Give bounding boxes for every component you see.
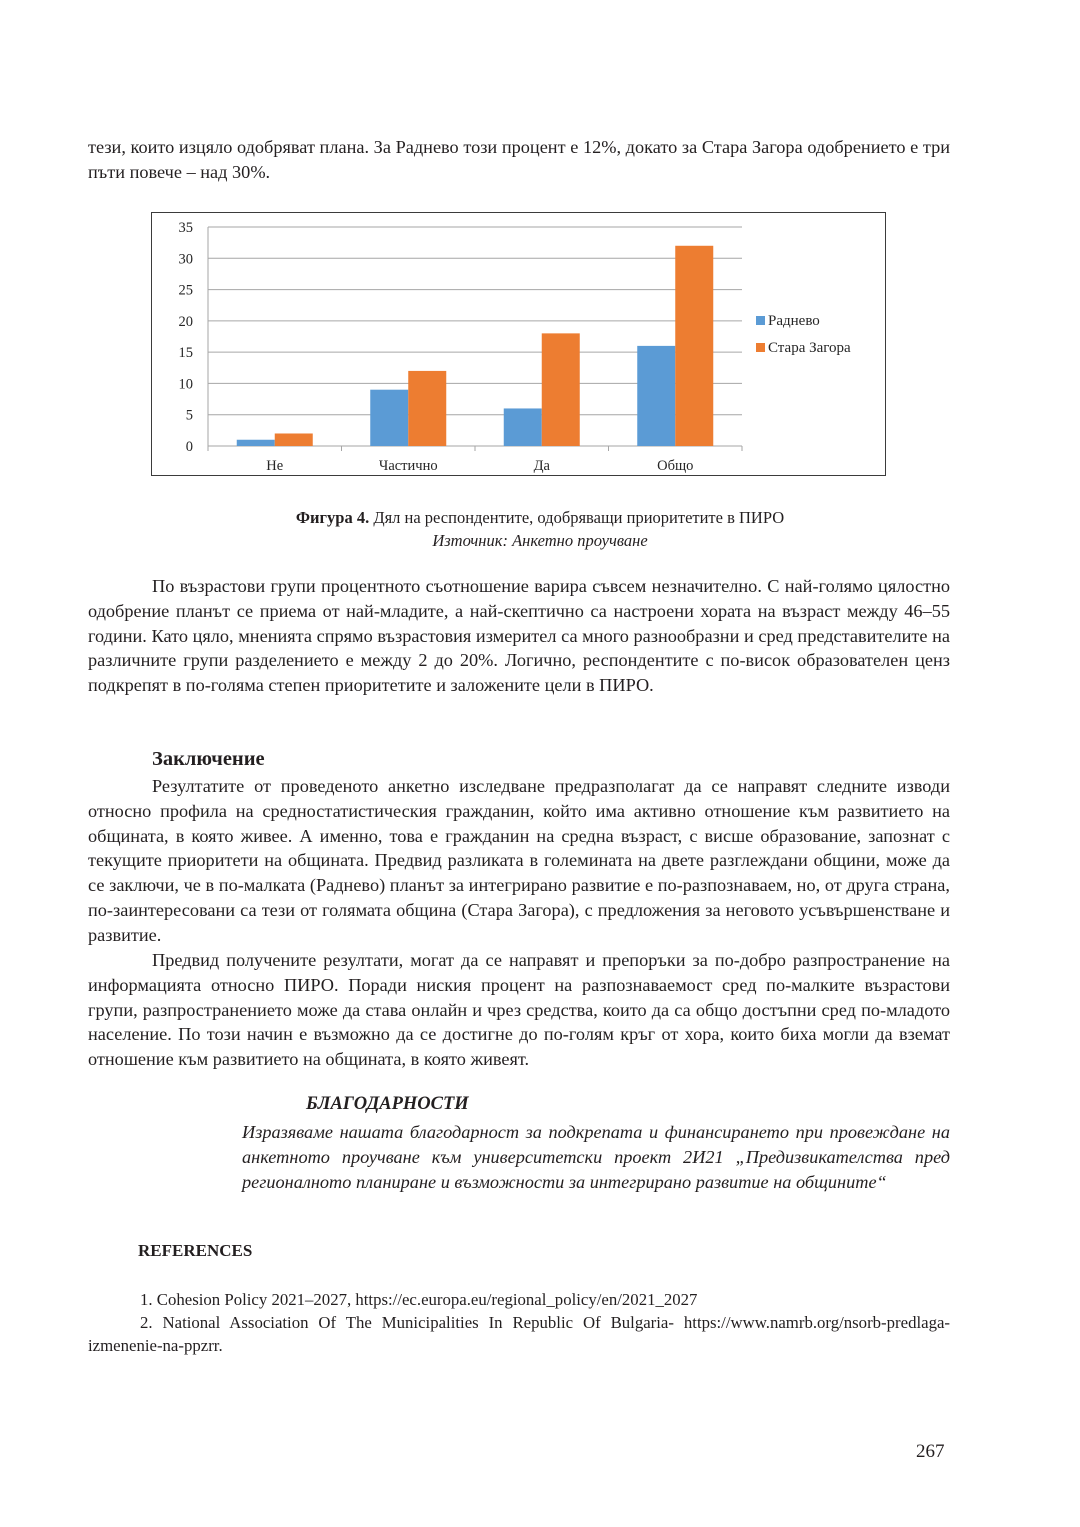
legend-label: Раднево [768,313,820,329]
bar-radnevo [370,390,408,446]
x-tick-label: Да [533,458,550,474]
y-tick-label: 5 [185,407,193,424]
reference-item-1[interactable]: 1. Cohesion Policy 2021–2027, https://ec.europa.eu/regional_policy/en/2021_2027 [140,1290,698,1309]
y-tick-label: 30 [178,251,193,268]
legend-label: Стара Загора [768,340,851,356]
figure-caption-text: Дял на респондентите, одобряващи приоритетите в ПИРО [369,508,785,527]
bar-stara-zagora [275,433,313,446]
reference-item-2[interactable]: 2. National Association Of The Municipalities In Republic Of Bulgaria- https://www.namrb.org/nsorb-predlaga-izmenenie-na-ppzrr. [88,1313,950,1355]
page-number: 267 [916,1441,945,1462]
bar-radnevo [504,408,542,446]
bar-stara-zagora [408,371,446,446]
x-tick-label: Не [266,458,284,474]
acknowledgements-text: Изразяваме нашата благодарност за подкрепата и финансирането при провеждане на анкетното проучване към университетски проект 2И21 „Предизвикателства пред регионалното планиране и възможности за интегрирано развитие на общините“ [242,1122,950,1192]
x-tick-label: Частично [378,458,438,474]
y-tick-label: 10 [178,376,193,393]
bar-radnevo [237,440,275,446]
y-tick-label: 35 [178,220,193,236]
acknowledgements-heading: БЛАГОДАРНОСТИ [306,1094,469,1114]
bar-chart [152,213,887,477]
bar-radnevo [637,346,675,446]
x-tick-label: Общо [657,458,694,474]
y-tick-label: 25 [178,282,193,299]
conclusion-paragraph-1: Резултатите от проведеното анкетно изследване предразполагат да се направят следните изводи относно профила на средностатистическия гражданин, който има активно отношение към развитието на общината, в която живее. А именно, това е гражданин на средна възраст, с висше образование, запознат с текущите приоритети на общината. Предвид разликата в големината на двете разглеждани общини, може да се заключи, че в по-малката (Раднево) планът за интегрирано развитие е по-разпознаваем, но, от друга страна, по-заинтересовани са тези от голямата община (Стара Загора), с предложения за неговото усъвършенстване и развитие. [88,776,950,945]
bar-stara-zagora [542,333,580,446]
legend-swatch [756,316,765,325]
references-heading: REFERENCES [138,1241,253,1260]
y-tick-label: 20 [178,313,193,330]
legend-swatch [756,343,765,352]
intro-paragraph: тези, които изцяло одобряват плана. За Раднево този процент е 12%, докато за Стара Загора одобрението е три пъти повече – над 30%. [88,137,950,182]
chart-frame [151,212,886,476]
bar-stara-zagora [675,246,713,446]
paragraph-age-groups: По възрастови групи процентното съотношение варира съвсем незначително. С най-голямо цялостно одобрение планът се приема от най-младите, а най-скептично са настроени хората на възраст между 46–55 години. Като цяло, мненията спрямо възрастовия измерител са много разнообразни и сред представителите на различните групи разделението е между 2 до 20%. Логично, респондентите с по-висок образователен ценз подкрепят в по-голяма степен приоритетите и заложените цели в ПИРО. [88,576,950,696]
y-tick-label: 15 [178,345,193,362]
figure-caption [0,507,1080,529]
y-tick-label: 0 [185,439,193,455]
conclusion-heading: Заключение [152,748,265,770]
figure-caption-label: Фигура 4. [295,508,370,527]
conclusion-paragraph-2: Предвид получените резултати, могат да се направят и препоръки за по-добро разпространение на информацията относно ПИРО. Поради ниския процент на разпознаваемост сред по-малките възрастови групи, разпространението може да става онлайн и чрез средства, които да са общо достъпни сред по-младото население. По този начин е възможно да се достигне до по-голям кръг от хора, които биха могли да вземат отношение към развитието на общината, в която живеят. [88,950,950,1070]
figure-source: Източник: Анкетно проучване [432,531,648,550]
